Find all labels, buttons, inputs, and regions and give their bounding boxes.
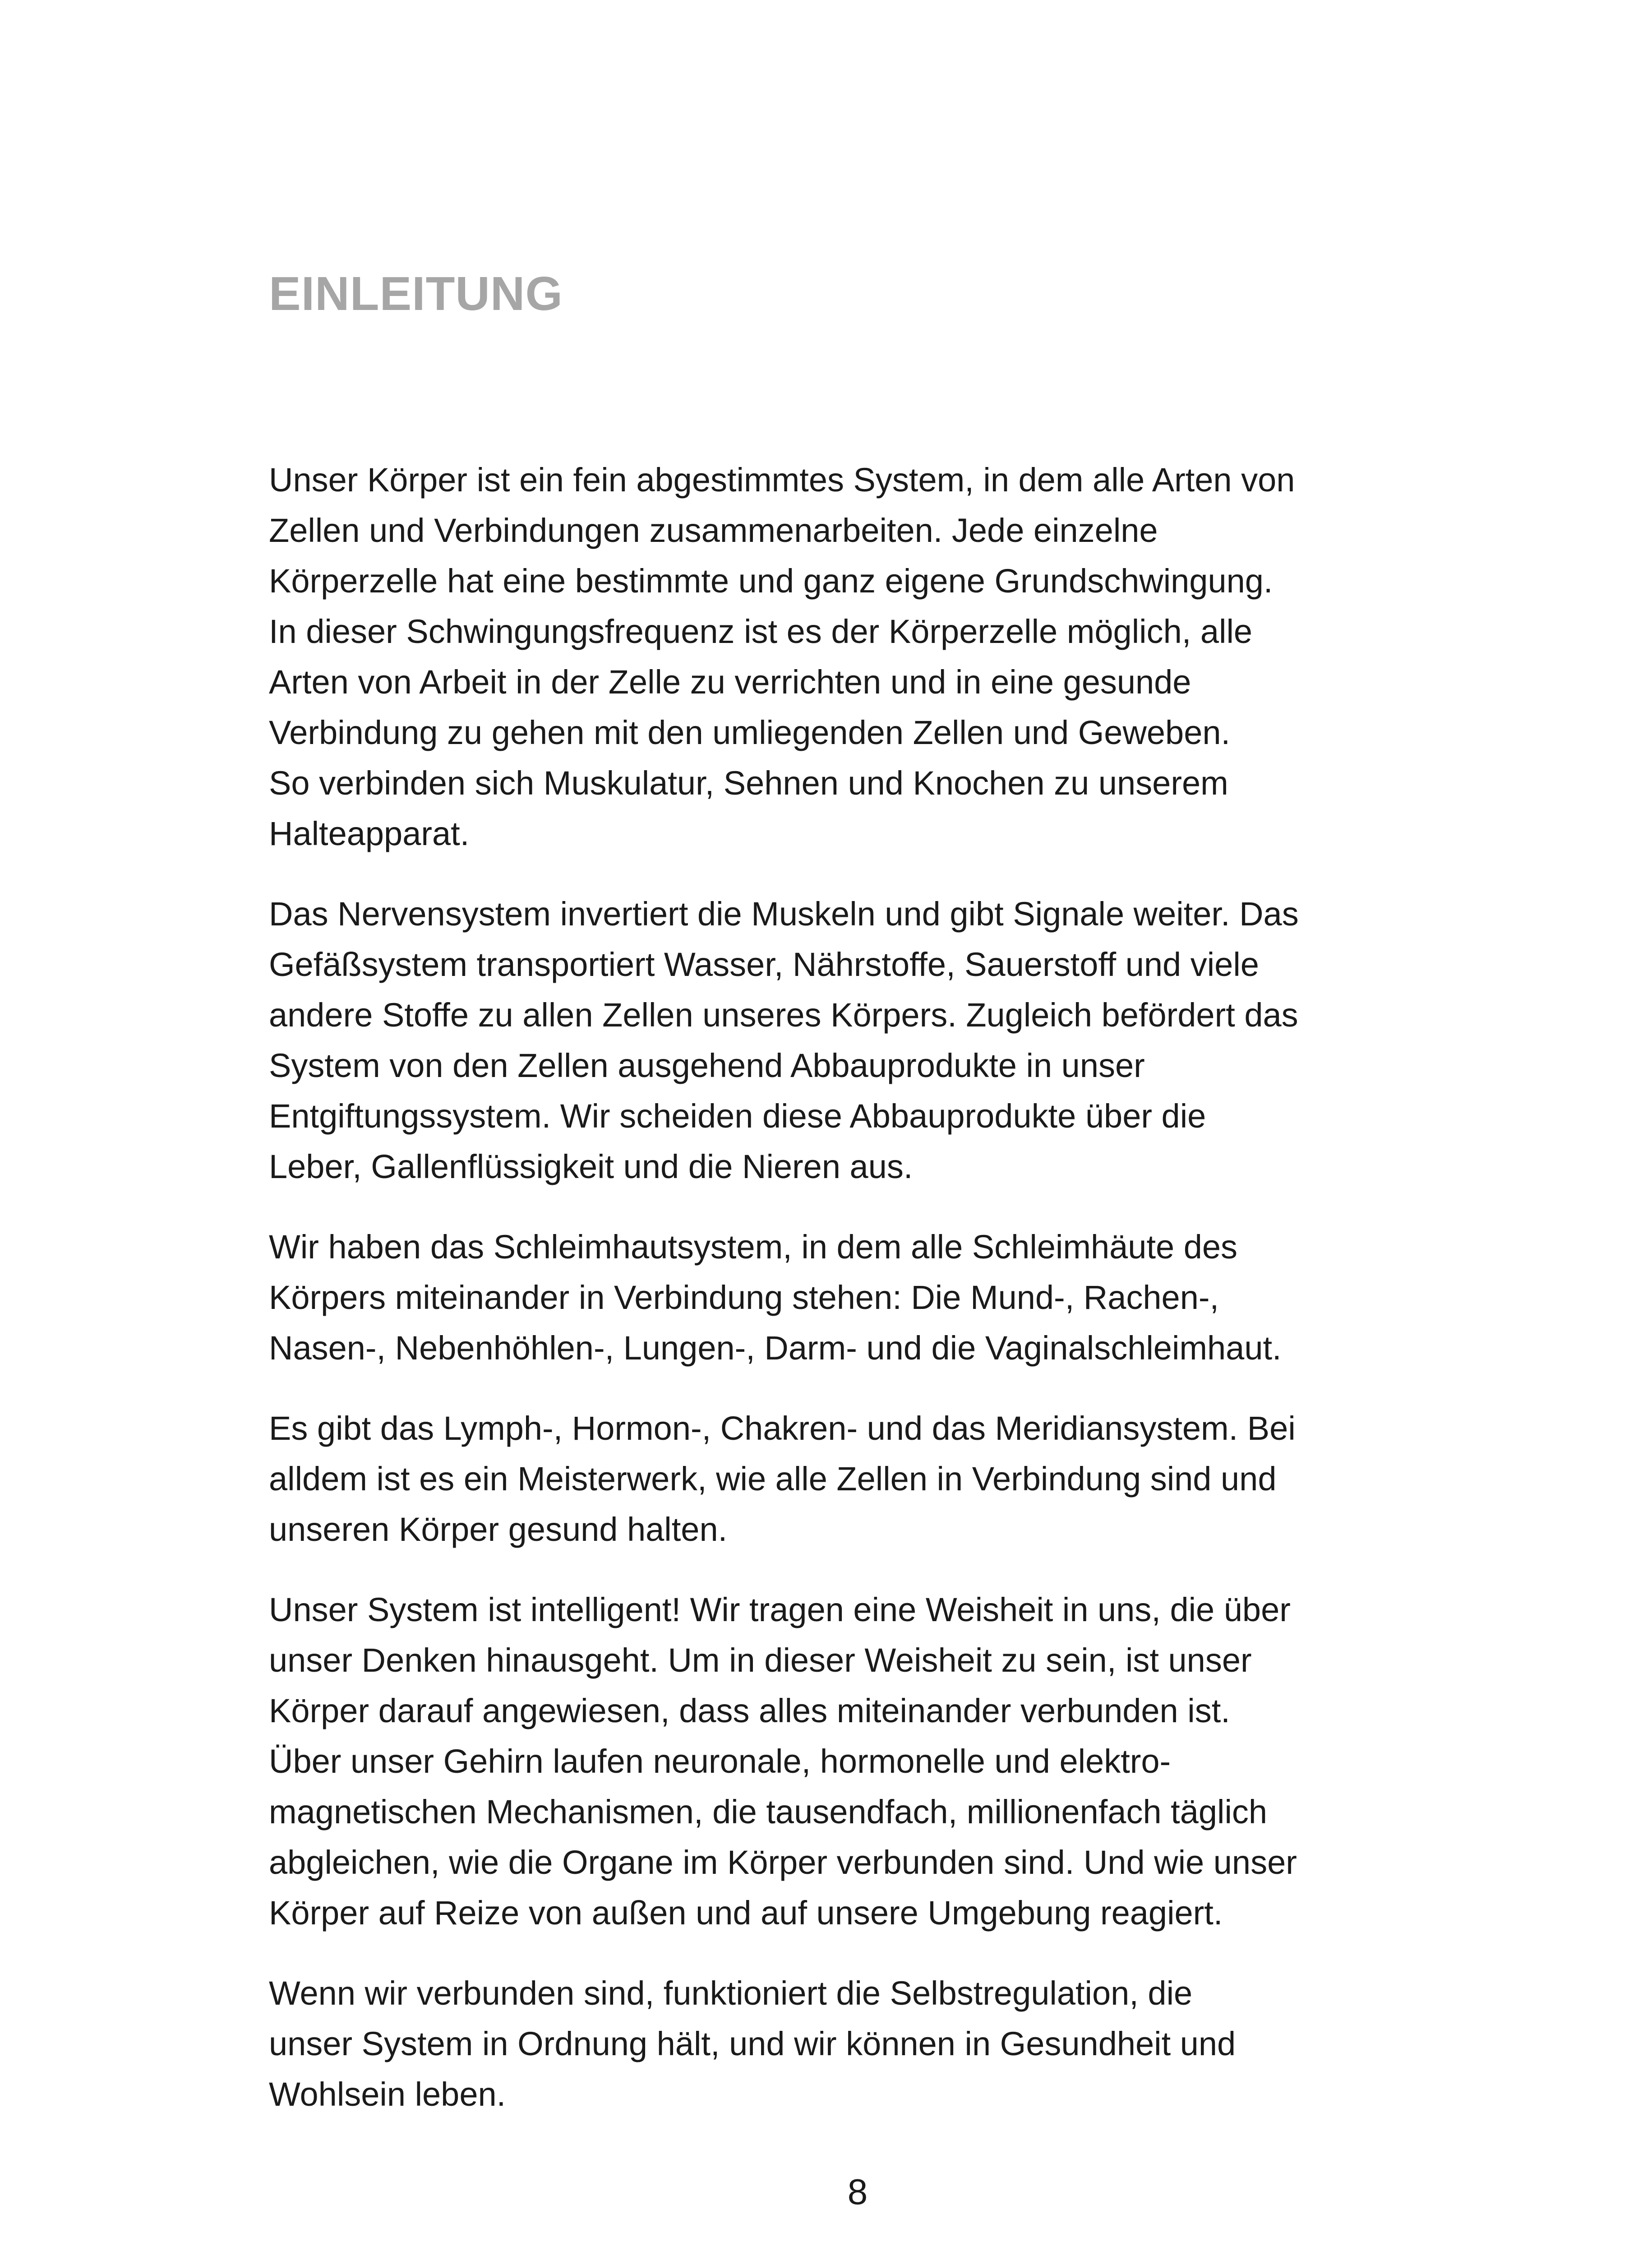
paragraph-5: Unser System ist intelligent! Wir tragen eine Weisheit in uns, die über unser Denken hinausgeht. Um in dieser Weisheit zu sein, ist unser Körper darauf angewiesen, dass alles miteinander verbunden ist. Über unser Gehirn laufen neuronale, hormonelle und elektro- magnetischen Mechanismen, die tausendfach, millionenfach täglich abgleichen, wie die Organe im Körper verbunden sind. Und wie unser Körper auf Reize von außen und auf unsere Umgebung reagiert. xyxy=(269,1591,1297,1932)
paragraph-4: Es gibt das Lymph-, Hormon-, Chakren- und das Meridiansystem. Bei alldem ist es ein Meisterwerk, wie alle Zellen in Verbindung sind und unseren Körper gesund halten. xyxy=(269,1410,1296,1548)
paragraph-3: Wir haben das Schleimhautsystem, in dem alle Schleimhäute des Körpers miteinander in Verbindung stehen: Die Mund-, Rachen-, Nasen-, Nebenhöhlen-, Lungen-, Darm- und die Vaginalschleimhaut. xyxy=(269,1228,1282,1367)
page-number: 8 xyxy=(847,2172,868,2212)
body-text xyxy=(269,455,1424,2150)
paragraph-2: Das Nervensystem invertiert die Muskeln und gibt Signale weiter. Das Gefäßsystem transportiert Wasser, Nährstoffe, Sauerstoff und viele andere Stoffe zu allen Zellen unseres Körpers. Zugleich befördert das System von den Zellen ausgehend Abbauprodukte in unser Entgiftungssystem. Wir scheiden diese Abbauprodukte über die Leber, Gallenflüssigkeit und die Nieren aus. xyxy=(269,895,1299,1185)
chapter-heading: EINLEITUNG xyxy=(269,267,563,320)
paragraph-6: Wenn wir verbunden sind, funktioniert die Selbstregulation, die unser System in Ordnung hält, und wir können in Gesundheit und Wohlsein leben. xyxy=(269,1974,1236,2113)
paragraph-1: Unser Körper ist ein fein abgestimmtes System, in dem alle Arten von Zellen und Verbindungen zusammenarbeiten. Jede einzelne Körperzelle hat eine bestimmte und ganz eigene Grundschwingung. In dieser Schwingungsfrequenz ist es der Körperzelle möglich, alle Arten von Arbeit in der Zelle zu verrichten und in eine gesunde Verbindung zu gehen mit den umliegenden Zellen und Geweben. So verbinden sich Muskulatur, Sehnen und Knochen zu unserem Halteapparat. xyxy=(269,461,1295,852)
